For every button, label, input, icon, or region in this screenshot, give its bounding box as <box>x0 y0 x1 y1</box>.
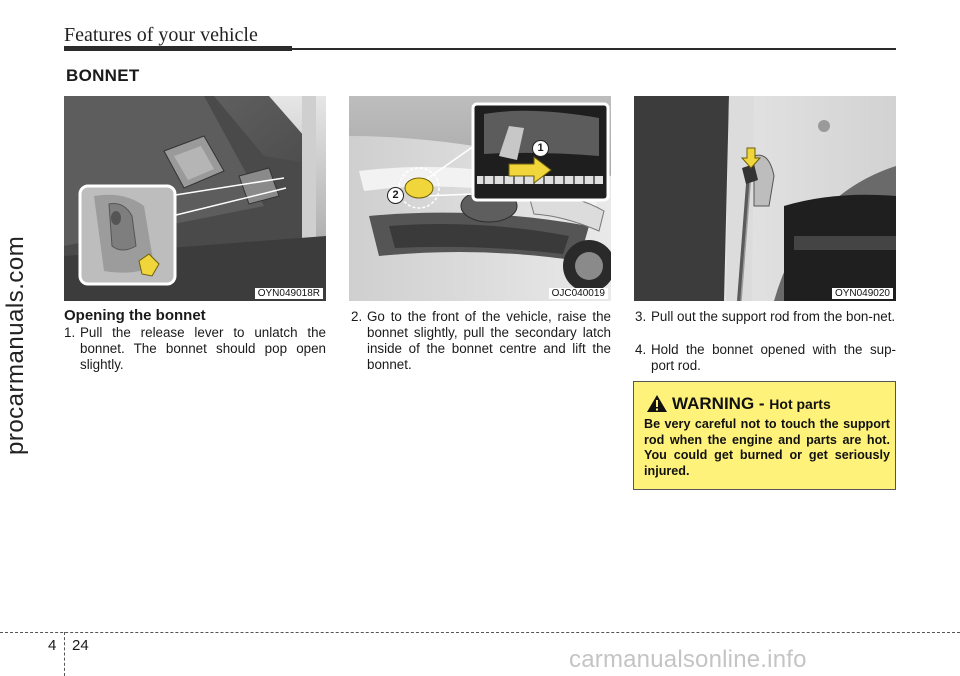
figure-code: OYN049018R <box>255 288 323 299</box>
step-number: 1. <box>64 325 76 340</box>
figure-secondary-latch <box>349 96 611 301</box>
step-text: Pull out the support rod from the bon-net. <box>651 309 896 324</box>
step-text: Hold the bonnet opened with the sup-port rod. <box>651 342 896 373</box>
warning-triangle-icon <box>646 394 668 413</box>
side-watermark: procarmanuals.com <box>2 235 29 455</box>
figure-code: OYN049020 <box>832 288 893 299</box>
footer-rule <box>0 632 960 633</box>
step-4 <box>635 342 896 374</box>
release-lever-illustration <box>64 96 326 301</box>
footer-chapter: 4 <box>48 637 57 654</box>
warning-subtitle: Hot parts <box>769 396 831 412</box>
header-title: Features of your vehicle <box>64 24 258 46</box>
step-1 <box>64 325 326 373</box>
step-number: 4. <box>635 342 647 357</box>
subheading: Opening the bonnet <box>64 307 206 324</box>
footer-divider <box>64 632 65 676</box>
figure-code: OJC040019 <box>549 288 608 299</box>
figure-support-rod <box>634 96 896 301</box>
header-rule-thick <box>64 46 292 51</box>
warning-dash: - <box>754 394 770 413</box>
callout-2: 2 <box>387 187 404 204</box>
header-rule-thin <box>292 48 896 50</box>
step-2 <box>351 309 611 373</box>
section-title: BONNET <box>66 66 140 85</box>
support-rod-illustration <box>634 96 896 301</box>
warning-title <box>672 394 831 414</box>
callout-1: 1 <box>532 140 549 157</box>
warning-box <box>633 381 896 490</box>
footer-page-number: 24 <box>72 637 89 654</box>
step-text: Pull the release lever to unlatch the bonnet. The bonnet should pop open slightly. <box>80 325 326 372</box>
step-number: 2. <box>351 309 363 324</box>
step-number: 3. <box>635 309 647 324</box>
footer-watermark: carmanualsonline.info <box>569 646 807 673</box>
warning-label: WARNING <box>672 394 755 413</box>
figure-release-lever <box>64 96 326 301</box>
step-text: Go to the front of the vehicle, raise the bonnet slightly, pull the secondary latch inside of the bonnet centre and lift the bonnet. <box>367 309 611 372</box>
step-3 <box>635 309 896 325</box>
warning-text: Be very careful not to touch the support rod when the engine and parts are hot. You could get burned or get seriously injured. <box>644 417 890 478</box>
